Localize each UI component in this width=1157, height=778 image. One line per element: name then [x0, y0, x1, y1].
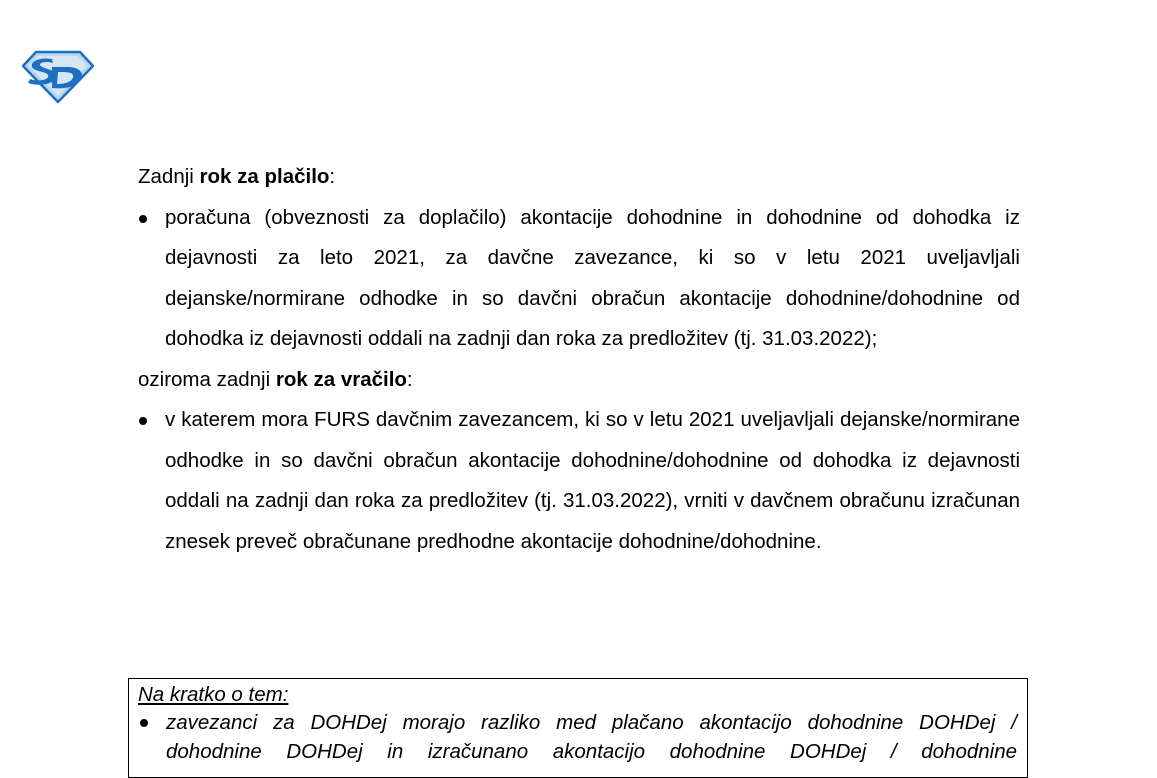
section-heading-refund-deadline: oziroma zadnji rok za vračilo: — [138, 367, 413, 391]
bold-term: rok za vračilo — [275, 367, 407, 391]
summary-list-item — [138, 708, 1017, 766]
document-body — [138, 157, 1020, 562]
bullet-icon — [140, 719, 148, 727]
summary-list-item-text: zavezanci za DOHDej morajo razliko med plačano akontacijo dohodnine DOHDej / dohodnine DOHDej in izračunano akontacijo dohodnine DOHDej / dohodnine — [166, 711, 1017, 763]
section-heading-payment-deadline: Zadnji rok za plačilo: — [138, 165, 336, 188]
bullet-icon — [139, 417, 147, 425]
list-item — [138, 400, 1020, 562]
sd-shield-logo-icon — [22, 50, 94, 104]
list-item-text: v katerem mora FURS davčnim zavezancem, ki so v letu 2021 uveljavljali dejanske/normirane odhodke in so davčni obračun akontacije dohodnine/dohodnine od dohodka iz dejavnosti oddali na zadnji dan roka za predložitev (tj. 31.03.2022), vrniti v davčnem obračunu izračunan znesek preveč obračunane predhodne akontacije dohodnine/dohodnine. — [165, 408, 1020, 553]
list-item — [138, 198, 1020, 360]
summary-box — [128, 678, 1028, 778]
list-item-text: poračuna (obveznosti za doplačilo) akontacije dohodnine in dohodnine od dohodka iz dejavnosti za leto 2021, za davčne zavezance, ki so v letu 2021 uveljavljali dejanske/normirane odhodke in so davčni obračun akontacije dohodnine/dohodnine od dohodka iz dejavnosti oddali na zadnji dan roka za predložitev (tj. 31.03.2022); — [165, 205, 1020, 350]
bold-term: rok za plačilo — [199, 165, 330, 188]
summary-title: Na kratko o tem: — [138, 683, 289, 706]
bullet-icon — [139, 215, 147, 223]
